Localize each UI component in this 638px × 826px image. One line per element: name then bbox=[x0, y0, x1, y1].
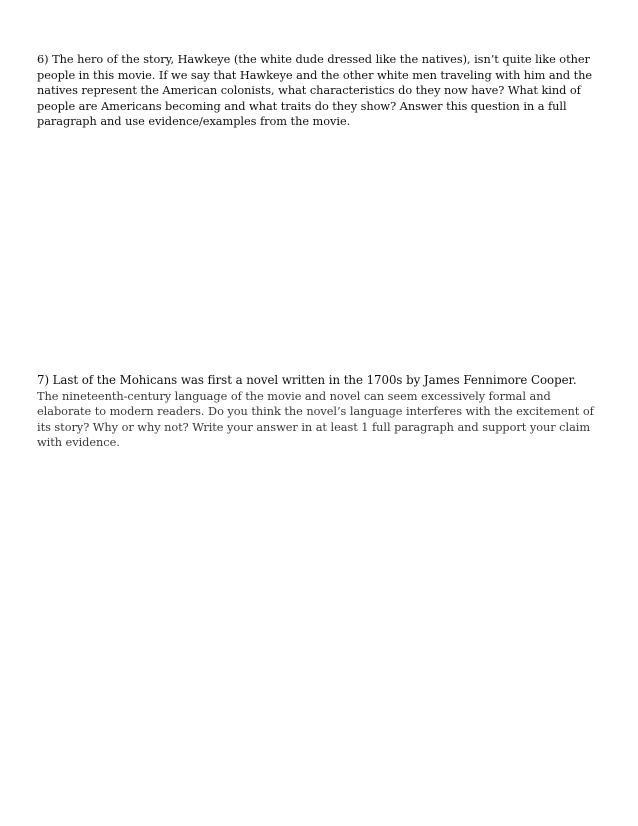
question-7-body: The nineteenth-century language of the movie and novel can seem excessively formal and elaborate to modern readers. Do you think the novel’s language interferes with the excitement of its story? Why or why not? Write your answer in at least 1 full paragraph and support your claim with evidence. bbox=[37, 388, 594, 450]
question-6-body: The hero of the story, Hawkeye (the white dude dressed like the natives), isn’t quite like other people in this movie. If we say that Hawkeye and the other white men traveling with him and the natives represent the American colonists, what characteristics do they now have? What kind of people are Americans becoming and what traits do they show? Answer this question in a full paragraph and use evidence/examples from the movie. bbox=[37, 52, 593, 129]
question-7-number: 7) bbox=[37, 373, 50, 387]
question-6 bbox=[37, 52, 599, 130]
question-7 bbox=[37, 373, 599, 451]
question-7-lead: Last of the Mohicans was first a novel written in the 1700s by James Fennimore Cooper. bbox=[52, 373, 577, 387]
question-6-text bbox=[37, 52, 599, 130]
question-6-number: 6) bbox=[37, 52, 49, 66]
question-7-text bbox=[37, 373, 599, 451]
